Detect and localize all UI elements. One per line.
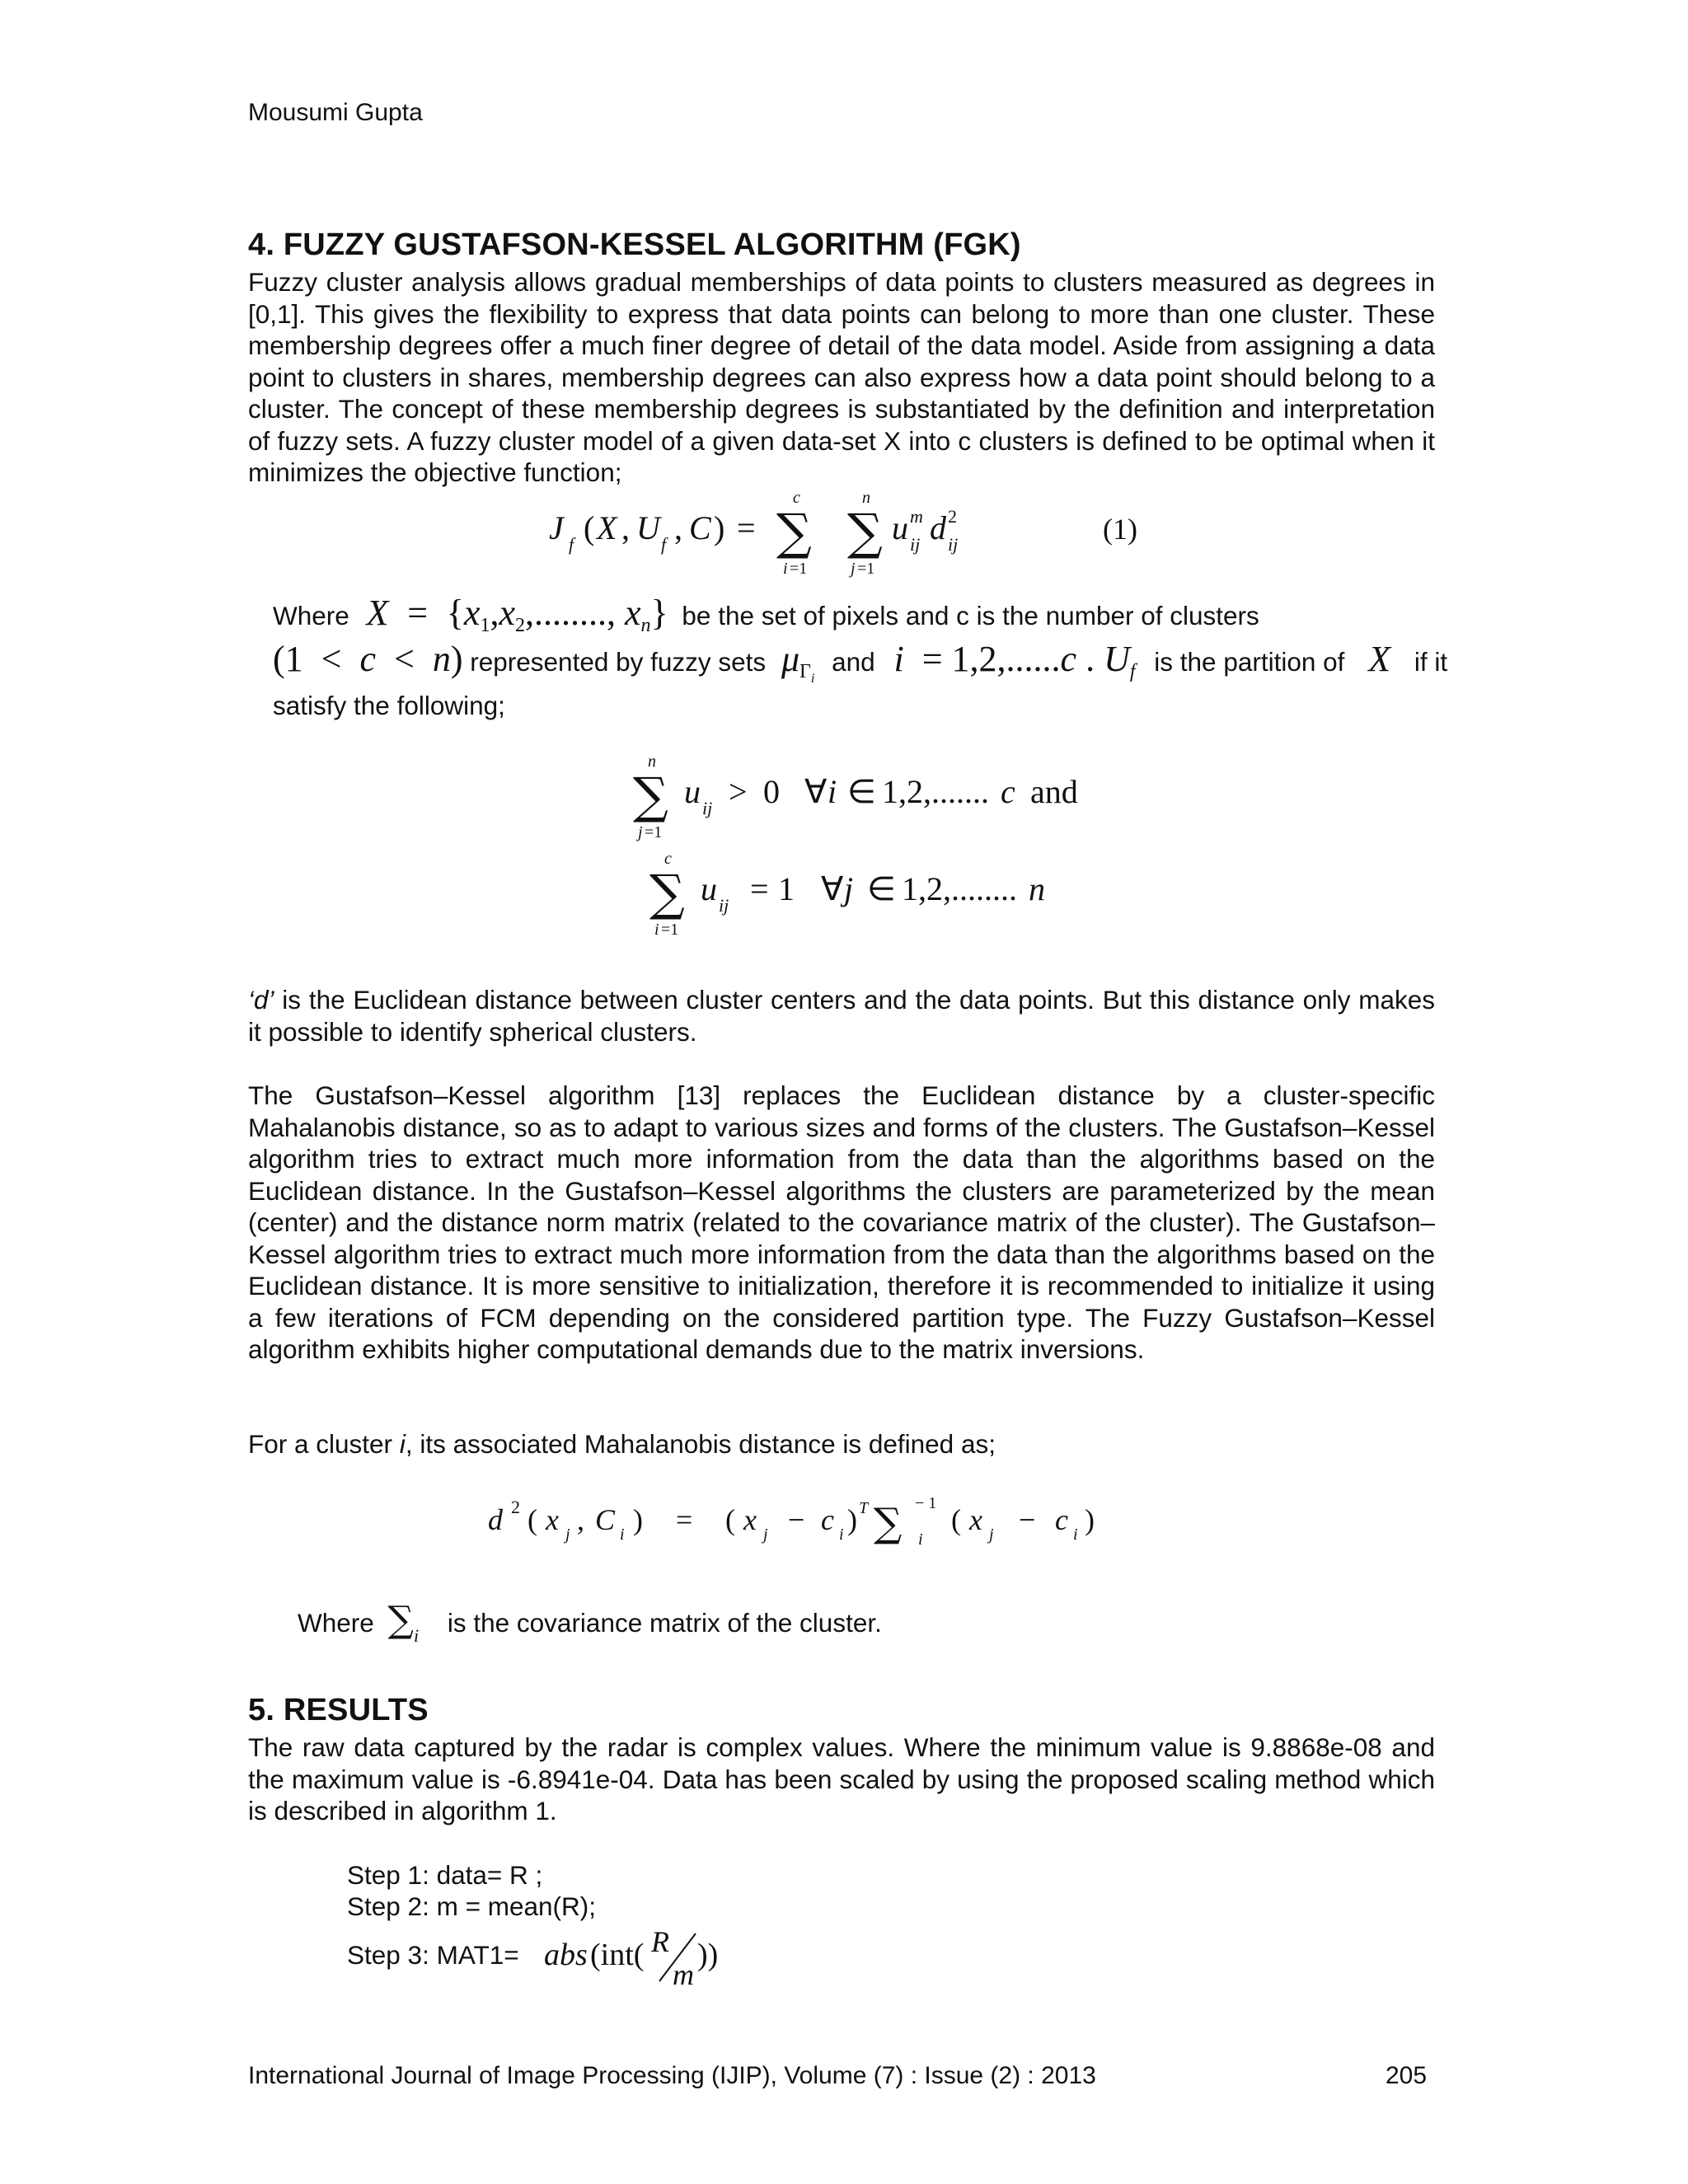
equation-number: (1) — [1103, 513, 1137, 546]
svg-text:∑: ∑ — [776, 504, 812, 561]
where-sigma-word: Where — [298, 1608, 374, 1638]
covariance-line: Where $\sum_i$ is the covariance matrix of the cluster. — [298, 1599, 882, 1646]
objective-function-equation — [536, 490, 1162, 588]
svg-text:i: i — [1073, 1526, 1078, 1544]
svg-text:c: c — [1001, 773, 1015, 810]
svg-text:u: u — [684, 773, 701, 810]
svg-text:i: i — [783, 560, 788, 578]
svg-text:−: − — [1019, 1503, 1036, 1536]
partition-text: is the partition of — [1154, 647, 1345, 677]
svg-text:n: n — [648, 752, 656, 771]
svg-text:(int(: (int( — [590, 1938, 645, 1972]
section-4-heading: 4. FUZZY GUSTAFSON-KESSEL ALGORITHM (FGK) — [248, 227, 1021, 262]
svg-text:ij: ij — [702, 798, 713, 818]
step-3: Step 3: MAT1= — [347, 1940, 519, 1970]
svg-text:∑: ∑ — [633, 767, 668, 825]
svg-text:i: i — [654, 921, 659, 939]
svg-text:∑: ∑ — [847, 504, 883, 561]
svg-text:∈: ∈ — [847, 773, 876, 810]
svg-text:=: = — [737, 509, 756, 546]
svg-text:f: f — [661, 534, 667, 555]
svg-text:,: , — [621, 509, 630, 546]
svg-text:2: 2 — [511, 1497, 520, 1517]
svg-text:): ) — [633, 1503, 643, 1536]
covariance-text: is the covariance matrix of the cluster. — [447, 1608, 882, 1638]
svg-text:2: 2 — [948, 506, 957, 527]
svg-text:(: ( — [951, 1503, 961, 1536]
svg-text:C: C — [595, 1503, 616, 1536]
results-paragraph: The raw data captured by the radar is complex values. Where the minimum value is 9.8868e-08 and the maximum value is -6.8941e-04. Data has been scaled by using the proposed scaling method which is described in algorithm 1. — [248, 1732, 1435, 1825]
svg-text:1: 1 — [778, 870, 795, 907]
svg-text:c: c — [821, 1503, 834, 1536]
svg-text:f: f — [569, 534, 574, 555]
mahalanobis-equation — [478, 1483, 1220, 1558]
svg-text:j: j — [851, 560, 856, 578]
svg-text:j: j — [763, 1526, 768, 1544]
svg-text:∑: ∑ — [874, 1500, 903, 1546]
svg-text:=1: =1 — [661, 921, 679, 939]
svg-text:c: c — [1055, 1503, 1068, 1536]
section-5-heading: 5. RESULTS — [248, 1693, 429, 1727]
svg-text:T: T — [859, 1499, 869, 1517]
satisfy-line: satisfy the following; — [273, 691, 505, 720]
svg-text:n: n — [1029, 870, 1045, 907]
where-line-2: (1 < c < n) represented by fuzzy sets $\mu_{\Gamma i}$ and i = 1,2,......c . $U_f$ is the partition of X if it — [273, 639, 1448, 686]
svg-text:X: X — [597, 509, 617, 546]
svg-text:ij: ij — [910, 534, 921, 555]
svg-text:): ) — [1085, 1503, 1095, 1536]
svg-text:i: i — [918, 1530, 923, 1549]
svg-text:c: c — [664, 850, 672, 868]
svg-text:>: > — [729, 773, 748, 810]
svg-text:U: U — [636, 509, 660, 546]
svg-text:i: i — [620, 1526, 625, 1544]
svg-text:1,2,........: 1,2,........ — [902, 870, 1017, 907]
svg-text:i: i — [839, 1526, 844, 1544]
svg-text:−: − — [788, 1503, 805, 1536]
svg-text:x: x — [546, 1503, 559, 1536]
svg-text:ij: ij — [719, 895, 729, 916]
svg-text:n: n — [862, 490, 870, 507]
svg-text:): ) — [847, 1503, 857, 1536]
svg-text:=1: =1 — [857, 560, 875, 578]
svg-text:j: j — [638, 823, 643, 841]
svg-text:c: c — [793, 490, 800, 507]
svg-text:j: j — [989, 1526, 994, 1544]
intro-paragraph: Fuzzy cluster analysis allows gradual memberships of data points to clusters measured as degrees in [0,1]. This gives the flexibility to express that data points can belong to more than one cluster. These membership degrees offer a much finer degree of detail of the data model. Aside from assigning a data point to clusters in shares, membership degrees can also express how a data point should belong to a cluster. The concept of these membership degrees is substantiated by the definition and interpretation of fuzzy sets. A fuzzy cluster model of a given data-set X into c clusters is defined to be optimal when it minimizes the objective function; — [248, 267, 1435, 487]
svg-text:(: ( — [528, 1503, 537, 1536]
svg-text:m: m — [910, 506, 923, 527]
svg-text:0: 0 — [763, 773, 780, 810]
svg-text:j: j — [565, 1526, 570, 1544]
svg-text:=1: =1 — [645, 823, 663, 841]
svg-text:abs: abs — [544, 1938, 588, 1972]
euclidean-distance-paragraph: ‘d’ is the Euclidean distance between cluster centers and the data points. But this distance only makes it possible to identify spherical clusters. — [248, 985, 1435, 1047]
where-word: Where — [273, 601, 349, 630]
and-text: and — [832, 647, 875, 677]
svg-text:x: x — [969, 1503, 982, 1536]
svg-text:u: u — [701, 870, 717, 907]
svg-text:d: d — [930, 509, 946, 546]
svg-text:R: R — [651, 1925, 669, 1958]
step-3-formula — [536, 1917, 734, 1999]
running-head-author: Mousumi Gupta — [248, 99, 423, 126]
svg-text:u: u — [892, 509, 908, 546]
svg-text:(: ( — [584, 509, 595, 546]
svg-text:ij: ij — [948, 534, 959, 555]
gustafson-kessel-paragraph: The Gustafson–Kessel algorithm [13] replaces the Euclidean distance by a cluster-specific Mahalanobis distance, so as to adapt to various sizes and forms of the clusters. The Gustafson–Kessel algorithm tries to extract much more information from the data than the algorithms based on the Euclidean distance. In the Gustafson–Kessel algorithms the clusters are parameterized by the mean (center) and the distance norm matrix (related to the covariance matrix of the cluster). The Gustafson–Kessel algorithm tries to extract much more information from the data than the algorithms based on the Euclidean distance. It is more sensitive to initialization, therefore it is recommended to initialize it using a few iterations of FCM depending on the considered partition type. The Fuzzy Gustafson–Kessel algorithm exhibits higher computational demands due to the matrix inversions. — [248, 1080, 1435, 1364]
svg-text:): ) — [714, 509, 725, 546]
if-it-text: if it — [1414, 647, 1448, 677]
svg-text:,: , — [674, 509, 682, 546]
page-number: 205 — [1386, 2062, 1428, 2089]
fuzzy-sets-text: represented by fuzzy sets — [470, 647, 767, 677]
svg-text:,: , — [577, 1503, 584, 1536]
where-line-1: Where $X = \{x_1,x_2$,........, $x_n$} be the set of pixels and c is the number of clusters — [273, 593, 1259, 636]
svg-text:j: j — [844, 870, 854, 907]
svg-text:d: d — [488, 1503, 503, 1536]
svg-text:J: J — [549, 509, 564, 546]
svg-text:x: x — [743, 1503, 757, 1536]
mahalanobis-intro: For a cluster i, its associated Mahalanobis distance is defined as; — [248, 1429, 996, 1459]
svg-text:∀: ∀ — [821, 870, 844, 907]
svg-text:∈: ∈ — [867, 870, 896, 907]
svg-text:− 1: − 1 — [915, 1494, 937, 1512]
where-line-1-text: be the set of pixels and c is the number of clusters — [682, 601, 1259, 630]
svg-text:=: = — [676, 1503, 693, 1536]
svg-text:m: m — [673, 1958, 694, 1991]
step-1: Step 1: data= R ; — [347, 1860, 543, 1890]
svg-text:)): )) — [697, 1938, 719, 1972]
svg-text:=1: =1 — [790, 560, 808, 578]
svg-text:=: = — [750, 870, 769, 907]
constraint-equations — [626, 752, 1121, 941]
svg-text:C: C — [689, 509, 711, 546]
svg-text:1,2,.......: 1,2,....... — [882, 773, 989, 810]
svg-text:(: ( — [725, 1503, 735, 1536]
step-2: Step 2: m = mean(R); — [347, 1891, 596, 1921]
and-label: and — [1030, 773, 1078, 810]
svg-text:i: i — [828, 773, 837, 810]
journal-footer: International Journal of Image Processing (IJIP), Volume (7) : Issue (2) : 2013 — [248, 2062, 1096, 2089]
svg-text:∀: ∀ — [804, 773, 828, 810]
svg-text:∑: ∑ — [649, 865, 685, 922]
